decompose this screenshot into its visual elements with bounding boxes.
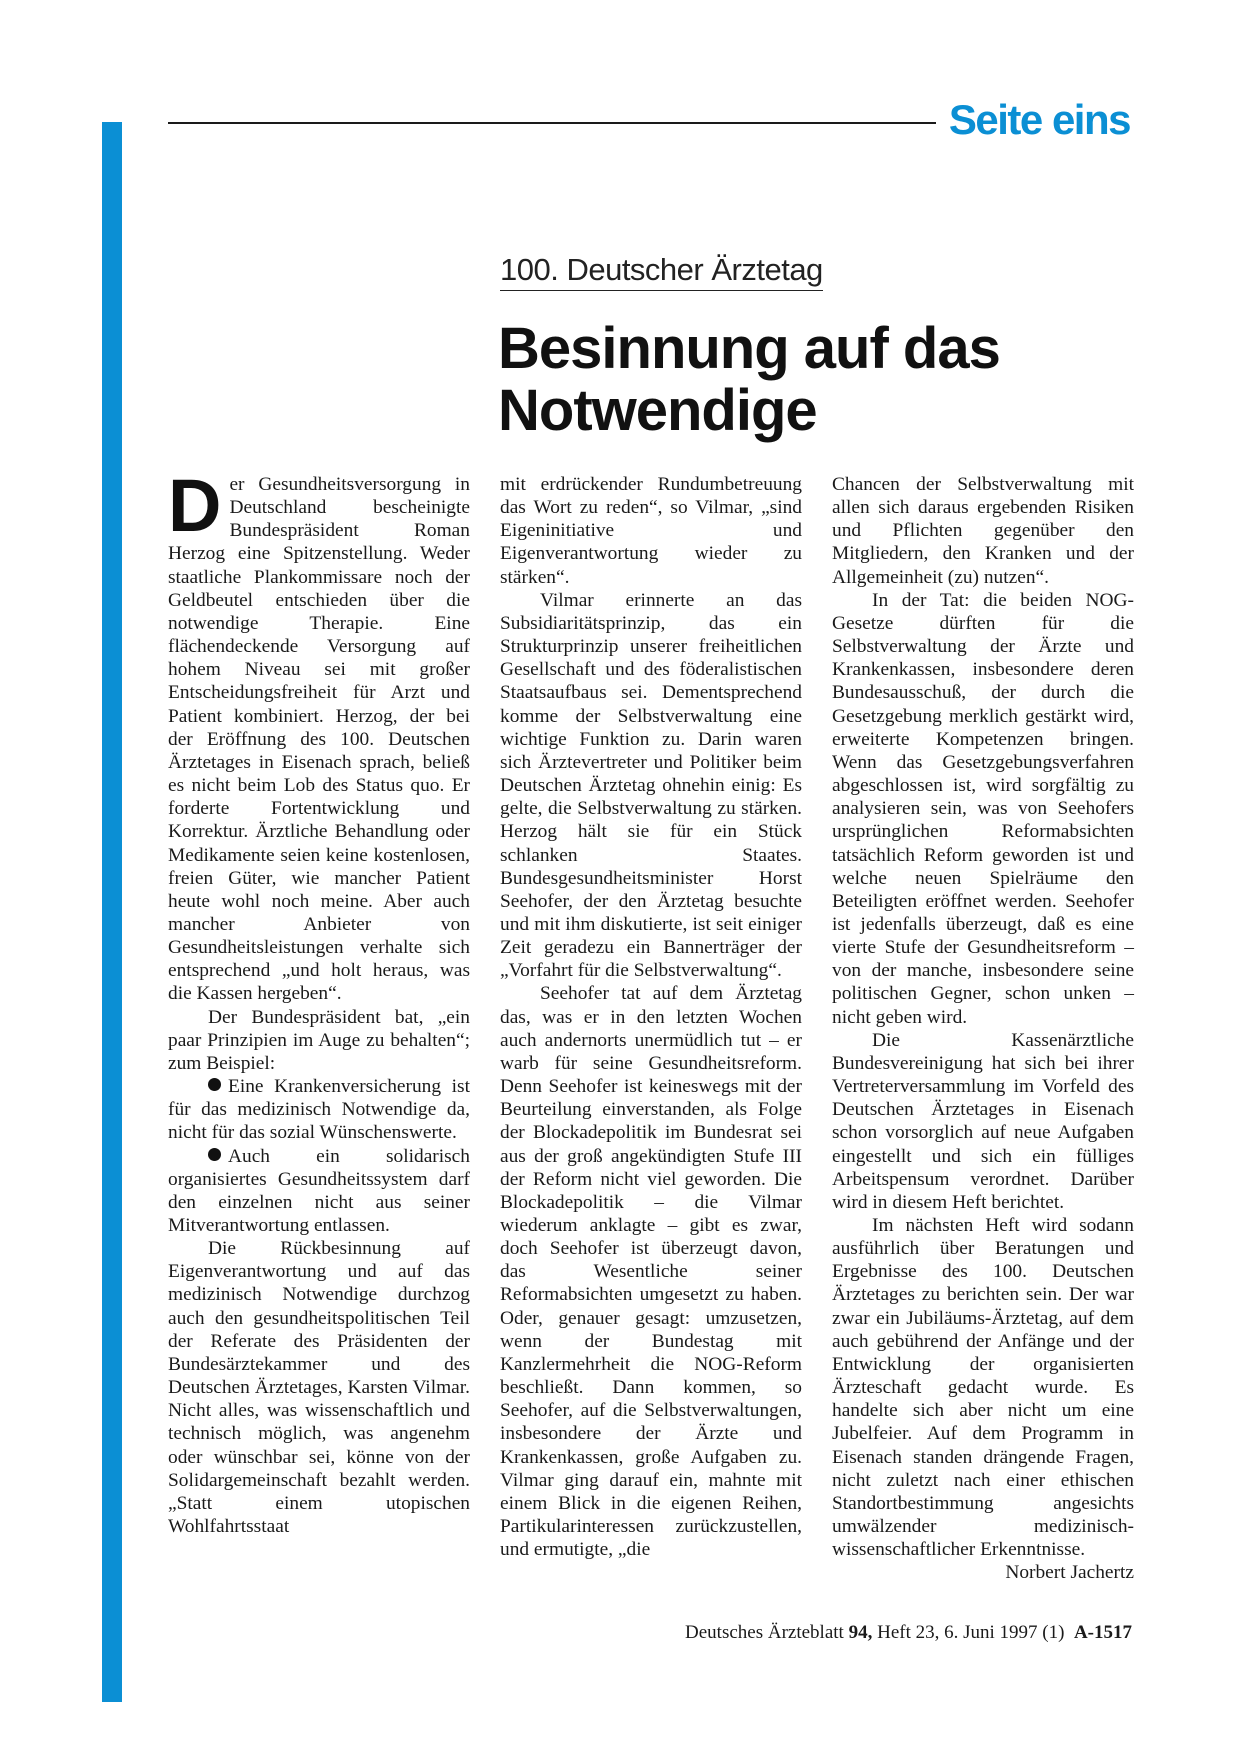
side-accent-bar	[102, 122, 122, 1702]
author-name: Norbert Jachertz	[1005, 1562, 1134, 1584]
article-column-1	[168, 464, 470, 1538]
paragraph: Der Bundespräsident bat, „ein paar Prinzipien im Auge zu behalten“; zum Beispiel:	[168, 1006, 470, 1074]
headline-line-2: Notwendige	[498, 378, 817, 443]
journal-name: Deutsches Ärzteblatt	[685, 1622, 844, 1643]
page-number: A-1517	[1073, 1622, 1132, 1643]
article-column-3	[832, 473, 1134, 1585]
volume-number: 94,	[848, 1622, 873, 1643]
paragraph: Seehofer tat auf dem Ärztetag das, was er in den letzten Wochen auch andernorts unermüdlich tut – er warb für seine Gesundheitsreform. Denn Seehofer ist keineswegs mit der Beurteilung einverstanden, als Folge der Blockadepolitik im Bundesrat sei aus der groß angekündigten Stufe III der Reform nicht viel geworden. Die Blockadepolitik – die Vilmar wiederum anklagte – gibt es zwar, doch Seehofer ist überzeugt davon, das Wesentliche seiner Reformabsichten umgesetzt zu haben. Oder, genauer gesagt: umzusetzen, wenn der Bundestag mit Kanzlermehrheit die NOG-Reform beschließt. Dann kommen, so Seehofer, auf die Selbstverwaltungen, insbesondere der Ärzte und Krankenkassen, große Aufgaben zu. Vilmar ging darauf ein, mahnte mit einem Blick in die eigenen Reihen, Partikularinteressen zurückzustellen, und ermutigte, „die	[500, 983, 802, 1561]
article-headline	[498, 318, 1000, 442]
headline-line-1: Besinnung auf das	[498, 316, 1000, 381]
paragraph: Chancen der Selbstverwaltung mit allen sich daraus ergebenden Risiken und Pflichten gegenüber den Mitgliedern, den Kranken und der Allgemeinheit (zu) nutzen“.	[832, 474, 1134, 588]
drop-cap: D	[168, 464, 222, 547]
paragraph-text: er Gesundheitsversorgung in Deutschland bescheinigte Bundespräsident Roman Herzog eine Spitzenstellung. Weder staatliche Plankommissare noch der Geldbeutel entschieden über die notwendige Therapie. Eine flächendeckende Versorgung auf hohem Niveau sei mit großer Entscheidungsfreiheit für Arzt und Patient kombiniert. Herzog, der bei der Eröffnung des 100. Deutschen Ärztetages in Eisenach sprach, beließ es nicht beim Lob des Status quo. Er forderte Fortentwicklung und Korrektur. Ärztliche Behandlung oder Medikamente seien keine kostenlosen, freien Güter, wie mancher Patient heute wohl noch meine. Aber auch mancher Anbieter von Gesundheitsleistungen verhalte sich entsprechend „und holt heraus, was die Kassen hergeben“.	[168, 474, 470, 1005]
bullet-text: Eine Krankenversicherung ist für das medizinisch Notwendige da, nicht für das sozial Wünschenswerte.	[168, 1076, 470, 1144]
paragraph: In der Tat: die beiden NOG-Gesetze dürften für die Selbstverwaltung der Ärzte und Krankenkassen, insbesondere deren Bundesausschuß, der durch die Gesetzgebung merklich gestärkt wird, erweiterte Kompetenzen bringen. Wenn das Gesetzgebungsverfahren abgeschlossen ist, wird sorgfältig zu analysieren sein, was von Seehofers ursprünglichen Reformabsichten tatsächlich Reform geworden ist und welche neuen Spielräume den Beteiligten eröffnet werden. Seehofer ist jedenfalls überzeugt, daß es eine vierte Stufe der Gesundheitsreform – von der manche, insbesondere seine politischen Gegner, schon unken – nicht geben wird.	[832, 589, 1134, 1028]
paragraph: Die Kassenärztliche Bundesvereinigung hat sich bei ihrer Vertreterversammlung im Vorfeld des Deutschen Ärztetages in Eisenach schon vorsorglich auf neue Aufgaben eingestellt und sich ein fülliges Arbeitspensum verordnet. Darüber wird in diesem Heft berichtet.	[832, 1029, 1134, 1213]
bullet-item	[168, 1075, 470, 1144]
bullet-item	[168, 1145, 470, 1238]
top-rule	[168, 122, 936, 124]
issue-info: Heft 23, 6. Juni 1997 (1)	[877, 1622, 1065, 1643]
article-kicker: 100. Deutscher Ärztetag	[500, 252, 823, 291]
paragraph: Vilmar erinnerte an das Subsidiaritätsprinzip, das ein Strukturprinzip unserer freiheitlichen Gesellschaft und des föderalistischen Staatsaufbaus sei. Dementsprechend komme der Selbstverwaltung eine wichtige Funktion zu. Darin waren sich Ärztevertreter und Politiker beim Deutschen Ärztetag ohnehin einig: Es gelte, die Selbstverwaltung zu stärken. Herzog hält sie für ein Stück schlanken Staates. Bundesgesundheitsminister Horst Seehofer, der den Ärztetag besuchte und mit ihm diskutierte, ist seit einiger Zeit geradezu ein Bannerträger der „Vorfahrt für die Selbstverwaltung“.	[500, 589, 802, 982]
section-label: Seite eins	[948, 96, 1130, 143]
bullet-icon	[208, 1148, 221, 1161]
paragraph	[168, 464, 470, 1006]
bullet-icon	[208, 1078, 221, 1091]
paragraph: mit erdrückender Rundumbetreuung das Wort zu reden“, so Vilmar, „sind Eigeninitiative und Eigenverantwortung wieder zu stärken“.	[500, 474, 802, 588]
author-line	[832, 1561, 1134, 1584]
page-footer	[685, 1622, 1132, 1644]
bullet-text: Auch ein solidarisch organisiertes Gesundheitssystem darf den einzelnen nicht aus seiner Mitverantwortung entlassen.	[168, 1145, 470, 1236]
paragraph: Die Rückbesinnung auf Eigenverantwortung und auf das medizinisch Notwendige durchzog auch den gesundheitspolitischen Teil der Referate des Präsidenten der Bundesärztekammer und des Deutschen Ärztetages, Karsten Vilmar. Nicht alles, was wissenschaftlich und technisch möglich, was angenehm oder wünschbar sei, könne von der Solidargemeinschaft bezahlt werden. „Statt einem utopischen Wohlfahrtsstaat	[168, 1238, 470, 1538]
article-column-2	[500, 473, 802, 1561]
paragraph: Im nächsten Heft wird sodann ausführlich über Beratungen und Ergebnisse des 100. Deutschen Ärztetages zu berichten sein. Der war zwar ein Jubiläums-Ärztetag, auf dem auch gebührend der Anfänge und der Entwicklung der organisierten Ärzteschaft gedacht wurde. Es handelte sich aber nicht um eine Jubelfeier. Auf dem Programm in Eisenach standen drängende Fragen, nicht zuletzt nach einer ethischen Standortbestimmung angesichts umwälzender medizinisch-wissenschaftlicher Erkenntnisse.	[832, 1215, 1134, 1561]
